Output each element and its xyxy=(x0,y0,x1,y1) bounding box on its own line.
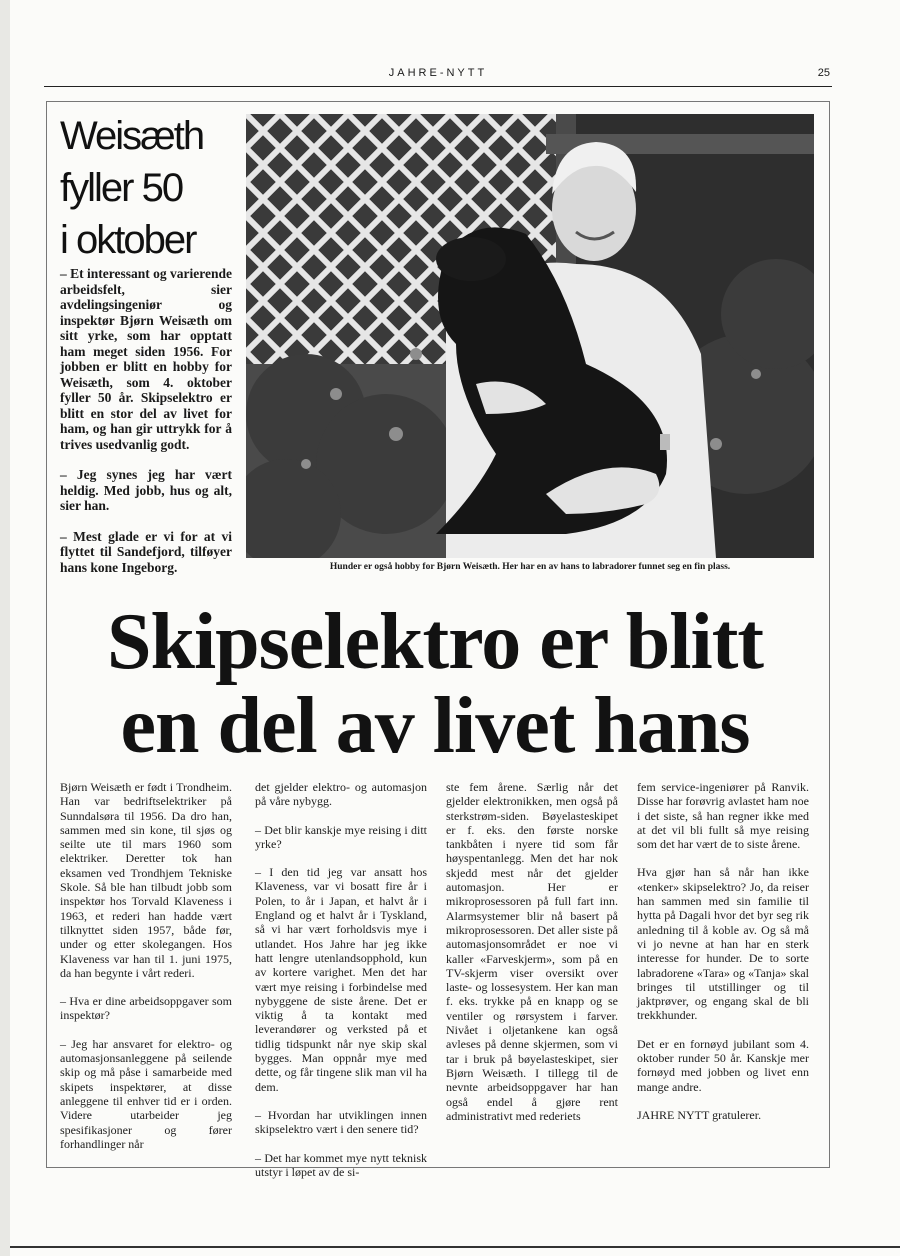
photo-illustration xyxy=(246,114,814,558)
header-rule xyxy=(44,86,832,87)
article-headline xyxy=(60,600,810,768)
sign-off: JAHRE NYTT gratulerer. xyxy=(637,1107,762,1122)
kicker-line: fyller 50 xyxy=(60,166,183,210)
body-paragraph: Hva gjør han så når han ikke «tenker» skipselektro? Jo, da reiser han sammen med sin familie til hytta på Dagali hvor det byr seg rik anledning til å koble av. Og så må vi jo nevne at han har en sterk interesse for hunder. De to sorte labradorene «Tara» og «Tanja» skal bringes til utstillinger og til jaktprøver, og engang skal de bli trekkhunder. xyxy=(637,865,809,1023)
headline-line: Skipselektro er blitt xyxy=(106,598,764,686)
page-header xyxy=(44,64,832,86)
interview-question: – Det blir kanskje mye reising i ditt yrke? xyxy=(255,822,427,851)
body-column-2 xyxy=(255,780,427,1179)
publication-title: JAHRE-NYTT xyxy=(388,67,488,79)
page-edge xyxy=(0,0,10,1256)
body-paragraph: – Jeg har ansvaret for elektro- og automasjonsanleggene på seilende skip og må påse i samarbeide med skipets inspektører, at disse anleggene til enhver tid er i orden. Videre utarbeider jeg spesifikasjoner og fører forhandlinger når xyxy=(60,1036,232,1151)
body-paragraph: Bjørn Weisæth er født i Trondheim. Han var bedriftselektriker på Sunndalsøra til 1956. Da dro han, sammen med sin kone, til sjøs og seilte ute til mars 1960 som elektriker. Deretter tok han eksamen ved Trondhjem Tekniske Skole. Så ble han tilbudt jobb som inspektør hos Torvald Klaveness i 1963, et rederi han hadde vært tilknyttet siden 1957, både før, under og etter skolegangen. Hos Klaveness var han til 1. juni 1975, da han begynte i vårt rederi. xyxy=(60,780,232,980)
headline-line: en del av livet hans xyxy=(120,682,750,770)
lead-paragraph: – Jeg synes jeg har vært heldig. Med jobb, hus og alt, sier han. xyxy=(60,467,232,513)
bottom-rule xyxy=(10,1246,900,1248)
lead-paragraph: – Mest glade er vi for at vi flyttet til Sandefjord, tilføyer hans kone Ingeborg. xyxy=(60,528,232,575)
body-paragraph: ste fem årene. Særlig når det gjelder elektronikken, men også på sterkstrøm-siden. Bøyelasteskipet er f. eks. den første norske tankbåten i nyere tid som får høyspentanlegg. Men det har nok skjedd mest når det gjelder automasjon. Her er mikroprosessoren på full fart inn. Alarmsystemer blir nå basert på mikroprosessoren. Det aller siste på automasjonsområdet er noe vi kaller «Farveskjerm», som på en TV-skjerm viser oversikt over laste- og lossesystem. Her kan man f. eks. trykke på en knapp og se ventiler og rørsystem i farver. Nivået i oljetankene kan også avleses på denne skjermen, som vi tar i bruk på bøyelasteskipet, sier Bjørn Weisæth. I tillegg til de nevnte arbeidsoppgaver har han også endel å gjøre rent administrativt med rederiets xyxy=(446,780,618,1123)
body-paragraph: – Det har kommet mye nytt teknisk utstyr i løpet av de si- xyxy=(255,1150,427,1179)
lead-text xyxy=(60,266,232,590)
body-paragraph: Det er en fornøyd jubilant som 4. oktober runder 50 år. Kanskje mer fornøyd med jobben og livet enn mange andre. xyxy=(637,1036,809,1094)
page-number: 25 xyxy=(817,67,830,79)
interview-question: – Hvordan har utviklingen innen skipselektro vært i den senere tid? xyxy=(255,1107,427,1137)
body-column-4 xyxy=(637,780,809,1122)
body-paragraph: det gjelder elektro- og automasjon på våre nybygg. xyxy=(255,780,427,809)
lead-paragraph: – Et interessant og varierende arbeidsfelt, sier avdelingsingeniør og inspektør Bjørn Weisæth om sitt yrke, som har opptatt ham meget siden 1956. For jobben er blitt en hobby for Weisæth, som 4. oktober fyller 50 år. Skipselektro er blitt en stor del av livet for ham, og han gir uttrykk for å trives usedvanlig godt. xyxy=(60,266,232,452)
body-column-3 xyxy=(446,780,618,1123)
article-photo xyxy=(246,114,814,558)
interview-question: – Hva er dine arbeidsoppgaver som inspektør? xyxy=(60,994,232,1023)
body-paragraph: fem service-ingeniører på Ranvik. Disse har forøvrig avlastet ham noe i det siste, så han regner ikke med at det vil bli fullt så mye reising som det har vært de to siste årene. xyxy=(637,780,809,852)
kicker-title xyxy=(60,110,240,266)
body-paragraph: – I den tid jeg var ansatt hos Klaveness, var vi bosatt fire år i Polen, to år i Japan, et halvt år i England og et halvt år i Tyskland, så vi har vært forholdsvis mye i utlandet. Hos Jahre har jeg ikke hatt lengre utenlandsopphold, kun av kortere varighet. Men det har vært mye reising i forbindelse med nybyggene de siste årene. Det er viktig å ta kontakt med leverandører og verksted på et tidlig tidspunkt når nye skip skal bygges. Man oppnår mye med dette, og får tingene slik man vil ha dem. xyxy=(255,865,427,1094)
photo-caption: Hunder er også hobby for Bjørn Weisæth. Her har en av hans to labradorer funnet seg en fin plass. xyxy=(329,562,731,572)
kicker-line: Weisæth xyxy=(60,114,204,158)
kicker-line: i oktober xyxy=(60,218,196,262)
body-column-1 xyxy=(60,780,232,1151)
